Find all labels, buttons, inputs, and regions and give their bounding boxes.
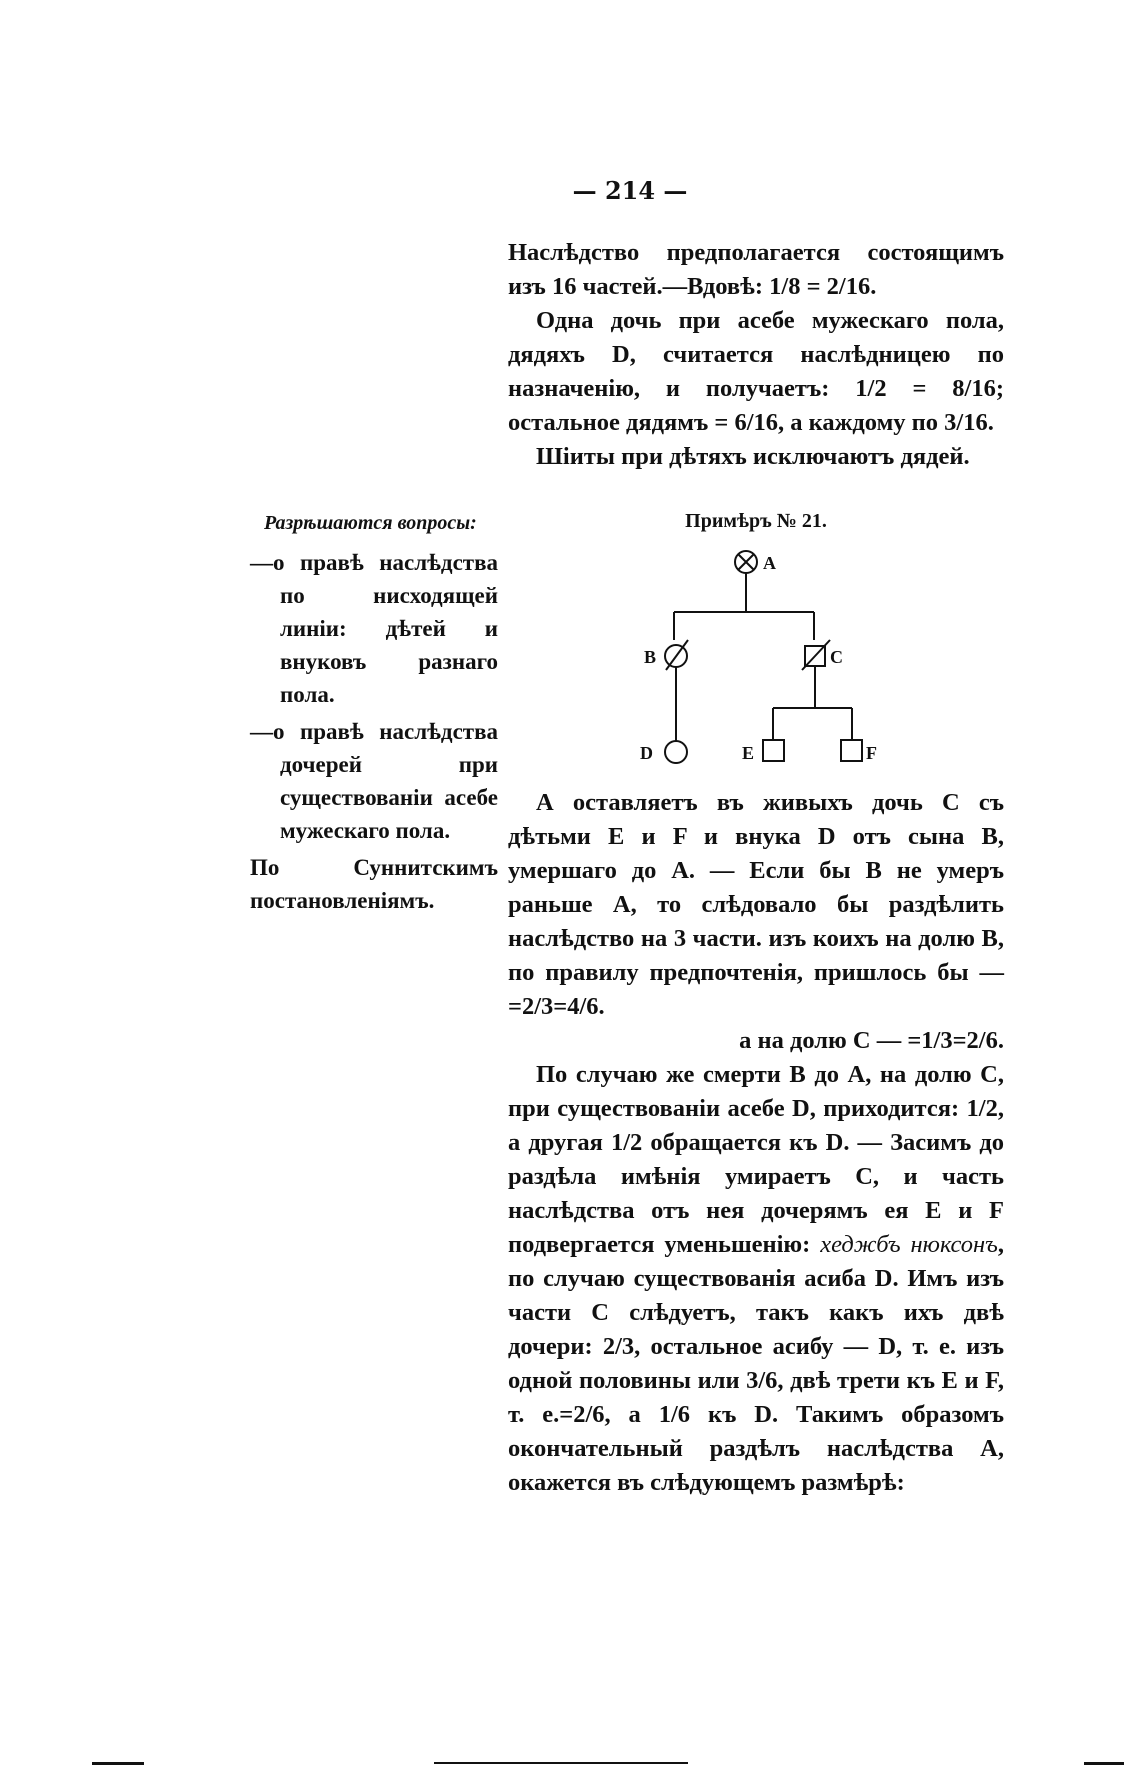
label-c: C [830,647,843,667]
genealogy-diagram [600,540,900,770]
margin-heading: Разрѣшаются вопросы: [264,512,477,534]
body-paragraph-2-end: , по случаю существованія асиба D. Имъ изъ части С слѣдуетъ, такъ какъ ихъ двѣ дочери: 2/3, остальное асибу — D, т. е. изъ одной половины или 3/6, двѣ трети къ Е и F, т. е.=2/6, а 1/6 къ D. Такимъ образомъ окончательный раздѣлъ наслѣдства А, окажется въ слѣдующемъ размѣрѣ: [508,1231,1004,1496]
label-b: B [644,647,657,667]
margin-source: По Суннитскимъ постановленіямъ. [250,855,498,913]
body-paragraph-2-term: хеджбъ нюксонъ [820,1231,998,1258]
scan-mark-center [434,1762,688,1764]
person-d-symbol [665,741,687,763]
example-title: Примѣръ № 21. [685,510,827,532]
label-f: F [866,743,877,763]
label-a: A [763,553,776,573]
body-paragraph-2-start: По случаю же смерти В до А, на долю С, при существованіи асебе D, приходится: 1/2, а другая 1/2 обращается къ D. — Засимъ до раздѣла имѣнія умираетъ С, и часть наслѣдства отъ нея дочерямъ ея Е и F подвергается уменьшенію: [508,1061,1004,1258]
body-text [508,786,1004,1500]
person-e-symbol [763,740,784,761]
label-d: D [640,743,653,763]
scan-mark-left [92,1762,144,1765]
margin-question-1: —о правѣ наслѣдства по нисходящей линіи: дѣтей и внуковъ разнаго пола. [250,550,498,707]
body-paragraph-1: А оставляетъ въ живыхъ дочь С съ дѣтьми Е и F и внука D отъ сына В, умершаго до А. — Если бы В не умеръ раньше А, то слѣдовало бы раздѣлить наслѣдство на 3 части. изъ коихъ на долю В, по правилу предпочтенія, пришлось бы — =2/3=4/6. [508,789,1004,1020]
page-number: — 214 — [572,176,688,205]
person-f-symbol [841,740,862,761]
scan-mark-right [1084,1762,1124,1765]
label-e: E [742,743,755,763]
body-paragraph-2 [508,1058,1004,1500]
intro-text [508,236,1004,474]
body-paragraph-1-right: а на долю С — =1/3=2/6. [739,1027,1004,1054]
intro-paragraph-3: Шіиты при дѣтяхъ исключаютъ дядей. [536,443,970,470]
margin-question-2: —о правѣ наслѣдства дочерей при существованіи асебе мужескаго пола. [250,719,498,843]
intro-paragraph-2: Одна дочь при асебе мужескаго пола, дядяхъ D, считается наслѣдницею по назначенію, и получаетъ: 1/2 = 8/16; остальное дядямъ = 6/16, а каждому по 3/16. [508,307,1004,436]
intro-paragraph-1: Наслѣдство предполагается состоящимъ изъ 16 частей.—Вдовѣ: 1/8 = 2/16. [508,239,1004,300]
margin-note [250,507,498,917]
